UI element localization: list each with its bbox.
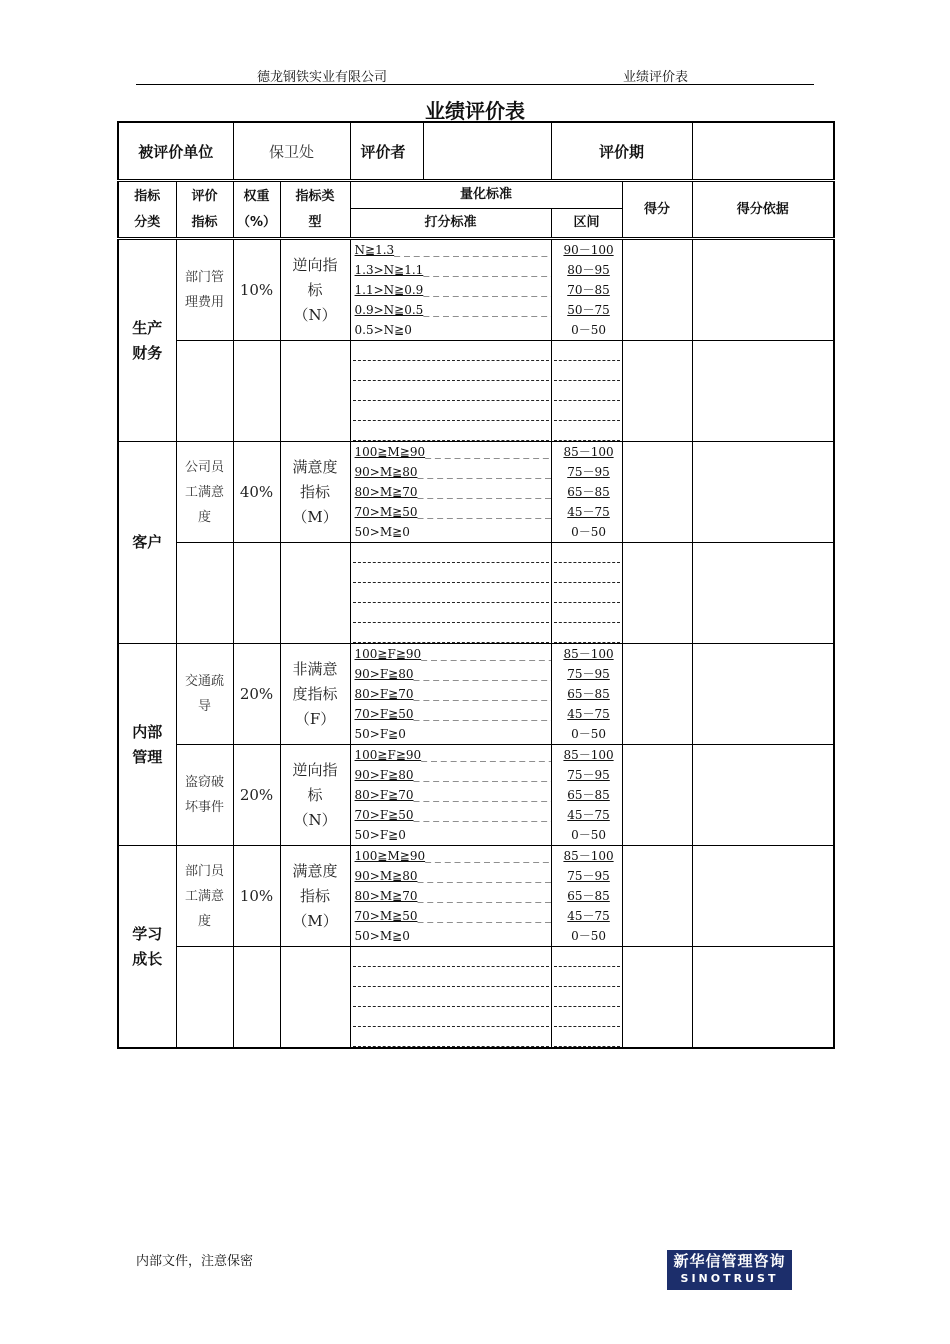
indicator-line: 导 xyxy=(198,699,212,714)
range-value: 85－100 xyxy=(563,445,614,459)
blank-line xyxy=(554,967,620,987)
range-value: 45－75 xyxy=(567,909,610,923)
evaluator-divider xyxy=(423,123,424,179)
criteria-value: 100≧M≧90 xyxy=(354,849,426,863)
indicator-name xyxy=(176,341,233,442)
type-line: 度指标 xyxy=(292,684,338,703)
criteria-lines xyxy=(351,240,551,340)
criteria-lines xyxy=(351,442,551,542)
type-line: 标 xyxy=(307,280,323,299)
criteria-value: 0.9>N≧0.5 xyxy=(354,303,424,317)
range-value: 65－85 xyxy=(567,485,610,499)
criteria-value: 70>M≧50 xyxy=(354,505,418,519)
indicator-type xyxy=(280,341,350,442)
indicator-weight: 20% xyxy=(233,644,280,745)
indicator-line: 部门管 xyxy=(185,270,225,285)
document-title: 业绩评价表 xyxy=(425,99,525,123)
criteria-line xyxy=(351,482,551,502)
criteria-line xyxy=(351,462,551,482)
sinotrust-logo xyxy=(667,1250,792,1290)
category-line: 管理 xyxy=(132,747,163,766)
criteria-line xyxy=(351,745,551,765)
criteria-cell xyxy=(350,745,551,846)
criteria-value: 90>M≧80 xyxy=(354,465,418,479)
criteria-lines xyxy=(351,341,551,441)
type-line: 满意度 xyxy=(292,861,338,880)
criteria-line xyxy=(351,724,551,744)
type-line: 指标 xyxy=(300,886,331,905)
range-value: 45－75 xyxy=(567,808,610,822)
criteria-lines xyxy=(351,947,551,1047)
indicator-type xyxy=(280,442,350,543)
col-type-l1: 指标类 xyxy=(295,188,335,204)
evaluator-label: 评价者 xyxy=(360,142,406,161)
indicator-weight: 10% xyxy=(233,239,280,341)
col-category xyxy=(118,181,176,239)
column-header-row-1 xyxy=(118,181,834,209)
range-value: 85－100 xyxy=(563,849,614,863)
col-weight-l1: 权重 xyxy=(243,188,270,204)
type-line: 标 xyxy=(307,785,323,804)
blank-line xyxy=(353,623,549,643)
range-value: 0－50 xyxy=(571,828,606,842)
blank-line xyxy=(554,543,620,563)
blank-line xyxy=(353,947,549,967)
criteria-value: 50>M≧0 xyxy=(354,929,410,943)
category-line: 内部 xyxy=(132,722,163,741)
criteria-line xyxy=(351,704,551,724)
blank-line xyxy=(353,603,549,623)
criteria-line xyxy=(351,785,551,805)
col-type xyxy=(280,181,350,239)
indicator-type xyxy=(280,644,350,745)
blank-line xyxy=(554,381,620,401)
score-cell xyxy=(622,543,692,644)
range-line xyxy=(552,664,622,684)
col-score: 得分 xyxy=(622,181,692,239)
indicator-row xyxy=(118,846,834,947)
indicator-weight xyxy=(233,543,280,644)
criteria-value: 80>F≧70 xyxy=(354,788,414,802)
indicator-name xyxy=(176,543,233,644)
criteria-value: 70>F≧50 xyxy=(354,707,414,721)
range-value: 65－85 xyxy=(567,788,610,802)
blank-line xyxy=(554,583,620,603)
score-cell xyxy=(622,846,692,947)
category-line: 学习 xyxy=(132,924,163,943)
criteria-lines xyxy=(351,543,551,643)
blank-line xyxy=(353,341,549,361)
blank-line xyxy=(353,421,549,441)
indicator-weight xyxy=(233,947,280,1049)
evaluator-cell xyxy=(350,122,551,181)
criteria-line xyxy=(351,522,551,542)
criteria-line xyxy=(351,846,551,866)
type-line: （M） xyxy=(292,911,338,930)
category-line: 成长 xyxy=(132,949,163,968)
range-line xyxy=(552,886,622,906)
range-line xyxy=(552,442,622,462)
indicator-name xyxy=(176,239,233,341)
category-cell xyxy=(118,239,176,442)
category-line: 客户 xyxy=(132,533,163,551)
type-line: （N） xyxy=(293,810,337,829)
col-range: 区间 xyxy=(551,209,622,239)
type-line: （N） xyxy=(293,305,337,324)
indicator-name xyxy=(176,442,233,543)
criteria-cell xyxy=(350,239,551,341)
range-lines xyxy=(552,240,622,340)
range-line xyxy=(552,785,622,805)
indicator-name xyxy=(176,947,233,1049)
range-line xyxy=(552,300,622,320)
blank-line xyxy=(554,623,620,643)
range-cell xyxy=(551,239,622,341)
range-line xyxy=(552,502,622,522)
range-line xyxy=(552,745,622,765)
criteria-cell xyxy=(350,341,551,442)
range-value: 75－95 xyxy=(567,667,610,681)
basis-cell xyxy=(692,543,834,644)
basis-cell xyxy=(692,644,834,745)
range-line xyxy=(552,280,622,300)
range-value: 85－100 xyxy=(563,748,614,762)
type-line: 非满意 xyxy=(292,659,338,678)
range-value: 85－100 xyxy=(563,647,614,661)
blank-line xyxy=(353,563,549,583)
basis-cell xyxy=(692,745,834,846)
category-cell xyxy=(118,644,176,846)
indicator-line: 工满意 xyxy=(185,888,225,904)
indicator-name xyxy=(176,846,233,947)
range-lines xyxy=(552,745,622,845)
range-line xyxy=(552,724,622,744)
criteria-value: 70>M≧50 xyxy=(354,909,418,923)
criteria-line xyxy=(351,805,551,825)
evaluation-table xyxy=(117,121,835,1049)
criteria-value: 50>F≧0 xyxy=(354,727,406,741)
indicator-weight: 20% xyxy=(233,745,280,846)
criteria-lines xyxy=(351,644,551,744)
range-line xyxy=(552,906,622,926)
indicator-line: 公司员 xyxy=(185,459,225,475)
category-line: 生产 xyxy=(132,318,163,337)
criteria-line xyxy=(351,240,551,260)
col-weight-l2: （%） xyxy=(237,214,277,230)
range-value: 80－95 xyxy=(567,263,610,277)
range-line xyxy=(552,462,622,482)
col-indicator-l2: 指标 xyxy=(191,214,218,230)
range-line xyxy=(552,240,622,260)
criteria-cell xyxy=(350,543,551,644)
blank-line xyxy=(554,603,620,623)
score-cell xyxy=(622,947,692,1049)
col-basis: 得分依据 xyxy=(692,181,834,239)
period-value xyxy=(692,122,834,181)
range-line xyxy=(552,846,622,866)
range-value: 90－100 xyxy=(563,243,614,257)
criteria-value: 50>M≧0 xyxy=(354,525,410,539)
category-cell xyxy=(118,442,176,644)
indicator-line: 部门员 xyxy=(185,863,225,879)
criteria-lines xyxy=(351,846,551,946)
criteria-line xyxy=(351,260,551,280)
blank-line xyxy=(554,361,620,381)
blank-line xyxy=(554,947,620,967)
criteria-value: 90>F≧80 xyxy=(354,768,414,782)
type-line: 逆向指 xyxy=(292,255,338,274)
col-type-l2: 型 xyxy=(308,214,322,230)
indicator-line: 交通疏 xyxy=(185,674,225,689)
range-lines xyxy=(552,543,622,643)
range-value: 75－95 xyxy=(567,768,610,782)
indicator-type xyxy=(280,543,350,644)
header-doc-name: 业绩评价表 xyxy=(623,70,689,85)
col-quant: 量化标准 xyxy=(350,181,622,209)
blank-line xyxy=(353,401,549,421)
header-rule xyxy=(136,84,814,85)
evaluation-info-row xyxy=(118,122,834,181)
indicator-name xyxy=(176,644,233,745)
range-value: 45－75 xyxy=(567,707,610,721)
range-cell xyxy=(551,947,622,1049)
blank-line xyxy=(554,987,620,1007)
range-value: 0－50 xyxy=(571,323,606,337)
criteria-line xyxy=(351,442,551,462)
indicator-row xyxy=(118,947,834,1049)
unit-value: 保卫处 xyxy=(233,122,350,181)
indicator-type xyxy=(280,846,350,947)
category-cell xyxy=(118,846,176,1049)
range-line xyxy=(552,260,622,280)
range-lines xyxy=(552,846,622,946)
type-line: 逆向指 xyxy=(292,760,338,779)
indicator-weight: 10% xyxy=(233,846,280,947)
indicator-line: 理费用 xyxy=(185,295,225,310)
criteria-line xyxy=(351,664,551,684)
criteria-line xyxy=(351,300,551,320)
criteria-cell xyxy=(350,442,551,543)
score-cell xyxy=(622,239,692,341)
criteria-value: 50>F≧0 xyxy=(354,828,406,842)
range-line xyxy=(552,684,622,704)
blank-line xyxy=(554,1007,620,1027)
indicator-row xyxy=(118,745,834,846)
criteria-line xyxy=(351,502,551,522)
range-cell xyxy=(551,846,622,947)
score-cell xyxy=(622,745,692,846)
header-company: 德龙钢铁实业有限公司 xyxy=(257,70,388,85)
range-value: 0－50 xyxy=(571,525,606,539)
blank-line xyxy=(353,381,549,401)
score-cell xyxy=(622,442,692,543)
indicator-type xyxy=(280,745,350,846)
indicator-type xyxy=(280,239,350,341)
type-line: （M） xyxy=(292,507,338,526)
criteria-line xyxy=(351,320,551,340)
indicator-line: 度 xyxy=(198,509,212,525)
range-line xyxy=(552,825,622,845)
criteria-value: 100≧F≧90 xyxy=(354,748,422,762)
logo-en-text: SINOTRUST xyxy=(680,1272,779,1285)
indicator-row xyxy=(118,341,834,442)
blank-line xyxy=(353,987,549,1007)
blank-line xyxy=(554,341,620,361)
indicator-line: 坏事件 xyxy=(185,800,225,815)
criteria-cell xyxy=(350,846,551,947)
range-line xyxy=(552,522,622,542)
range-line xyxy=(552,704,622,724)
blank-line xyxy=(353,1027,549,1047)
unit-label: 被评价单位 xyxy=(118,122,233,181)
basis-cell xyxy=(692,341,834,442)
type-line: （F） xyxy=(294,709,336,728)
category-line: 财务 xyxy=(132,343,163,362)
criteria-value: 100≧F≧90 xyxy=(354,647,422,661)
indicator-row xyxy=(118,543,834,644)
range-value: 50－75 xyxy=(567,303,610,317)
range-value: 75－95 xyxy=(567,869,610,883)
criteria-value: 1.1>N≧0.9 xyxy=(354,283,424,297)
indicator-weight: 40% xyxy=(233,442,280,543)
criteria-line xyxy=(351,644,551,664)
range-lines xyxy=(552,947,622,1047)
criteria-value: 90>M≧80 xyxy=(354,869,418,883)
footer-confidential-note: 内部文件，注意保密 xyxy=(136,1254,254,1269)
range-value: 65－85 xyxy=(567,889,610,903)
range-cell xyxy=(551,644,622,745)
indicator-row xyxy=(118,442,834,543)
criteria-line xyxy=(351,906,551,926)
criteria-value: 1.3>N≧1.1 xyxy=(354,263,424,277)
blank-line xyxy=(353,543,549,563)
score-cell xyxy=(622,341,692,442)
indicator-row xyxy=(118,644,834,745)
col-indicator xyxy=(176,181,233,239)
range-cell xyxy=(551,442,622,543)
range-value: 45－75 xyxy=(567,505,610,519)
score-cell xyxy=(622,644,692,745)
criteria-value: 80>M≧70 xyxy=(354,485,418,499)
indicator-name xyxy=(176,745,233,846)
range-lines xyxy=(552,442,622,542)
criteria-line xyxy=(351,684,551,704)
range-cell xyxy=(551,341,622,442)
basis-cell xyxy=(692,947,834,1049)
criteria-lines xyxy=(351,745,551,845)
range-value: 0－50 xyxy=(571,727,606,741)
indicator-weight xyxy=(233,341,280,442)
type-line: 指标 xyxy=(300,482,331,501)
col-indicator-l1: 评价 xyxy=(191,188,218,204)
blank-line xyxy=(353,361,549,381)
criteria-value: 0.5>N≧0 xyxy=(354,323,412,337)
col-weight xyxy=(233,181,280,239)
range-cell xyxy=(551,745,622,846)
basis-cell xyxy=(692,239,834,341)
criteria-value: 80>F≧70 xyxy=(354,687,414,701)
range-line xyxy=(552,926,622,946)
range-line xyxy=(552,482,622,502)
criteria-line xyxy=(351,280,551,300)
blank-line xyxy=(353,583,549,603)
col-criteria: 打分标准 xyxy=(350,209,551,239)
range-line xyxy=(552,805,622,825)
range-line xyxy=(552,765,622,785)
indicator-row xyxy=(118,239,834,341)
logo-cn-text: 新华信管理咨询 xyxy=(673,1252,786,1270)
criteria-line xyxy=(351,886,551,906)
col-category-l2: 分类 xyxy=(134,214,161,230)
range-cell xyxy=(551,543,622,644)
criteria-line xyxy=(351,926,551,946)
criteria-cell xyxy=(350,644,551,745)
criteria-line xyxy=(351,765,551,785)
range-line xyxy=(552,320,622,340)
criteria-value: N≧1.3 xyxy=(354,243,395,257)
criteria-value: 80>M≧70 xyxy=(354,889,418,903)
criteria-value: 100≧M≧90 xyxy=(354,445,426,459)
period-label: 评价期 xyxy=(551,122,692,181)
criteria-value: 70>F≧50 xyxy=(354,808,414,822)
blank-line xyxy=(353,1007,549,1027)
indicator-type xyxy=(280,947,350,1049)
range-lines xyxy=(552,341,622,441)
criteria-line xyxy=(351,825,551,845)
range-line xyxy=(552,866,622,886)
indicator-line: 工满意 xyxy=(185,484,225,500)
criteria-cell xyxy=(350,947,551,1049)
range-value: 65－85 xyxy=(567,687,610,701)
basis-cell xyxy=(692,442,834,543)
range-lines xyxy=(552,644,622,744)
blank-line xyxy=(554,401,620,421)
col-category-l1: 指标 xyxy=(134,188,161,204)
criteria-value: 90>F≧80 xyxy=(354,667,414,681)
blank-line xyxy=(353,967,549,987)
indicator-line: 度 xyxy=(198,913,212,929)
range-value: 75－95 xyxy=(567,465,610,479)
blank-line xyxy=(554,1027,620,1047)
range-line xyxy=(552,644,622,664)
blank-line xyxy=(554,421,620,441)
criteria-line xyxy=(351,866,551,886)
range-value: 0－50 xyxy=(571,929,606,943)
type-line: 满意度 xyxy=(292,457,338,476)
indicator-line: 盗窃破 xyxy=(185,775,225,790)
basis-cell xyxy=(692,846,834,947)
range-value: 70－85 xyxy=(567,283,610,297)
blank-line xyxy=(554,563,620,583)
